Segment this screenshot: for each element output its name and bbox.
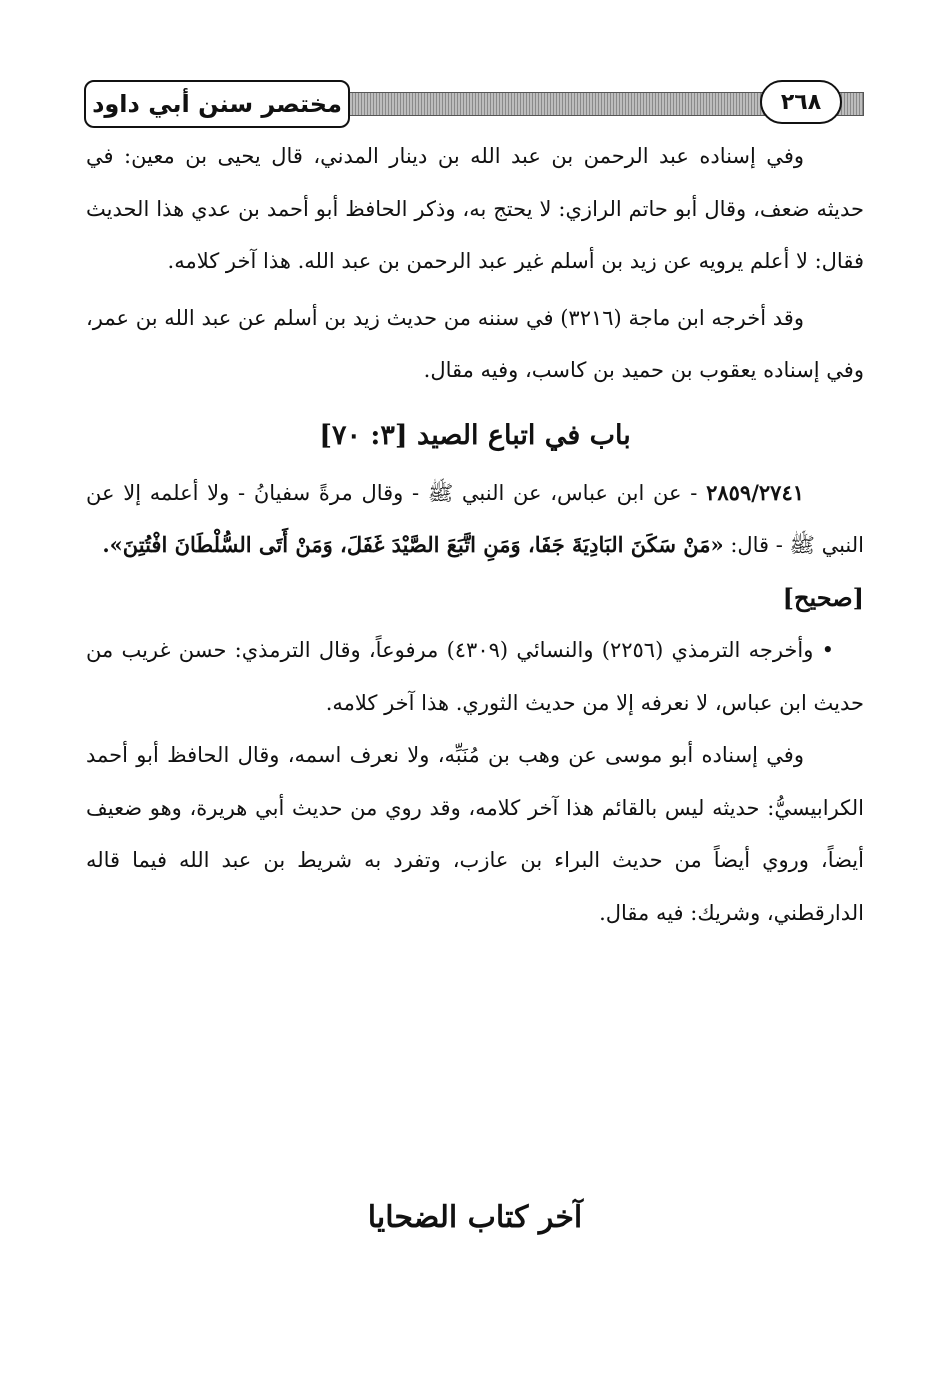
- end-of-book-title: آخر كتاب الضحايا: [367, 1200, 583, 1235]
- hadith-number: ٢٨٥٩/٢٧٤١: [706, 479, 804, 505]
- page-number: ٢٦٨: [760, 80, 842, 124]
- page-header: [84, 80, 862, 130]
- book-title: مختصر سنن أبي داود: [84, 80, 350, 128]
- chapter-title: باب في اتباع الصيد [٣: ٧٠]: [319, 419, 631, 451]
- commentary-tirmidhi: • وأخرجه الترمذي (٢٢٥٦) والنسائي (٤٣٠٩) مرفوعاً، وقال الترمذي: حسن غريب من حديث ابن عباس، لا نعرفه إلا من حديث الثوري. هذا آخر كلامه.: [86, 638, 864, 715]
- hadith-prophetic-text: «مَنْ سَكَنَ البَادِيَةَ جَفَا، وَمَنِ اتَّبَعَ الصَّيْدَ غَفَلَ، وَمَنْ أَتَى السُّلْطَانَ افْتُتِنَ».: [102, 532, 724, 557]
- page-body: [86, 130, 864, 939]
- hadith-block: [86, 467, 864, 572]
- paragraph-isnad-note: وفي إسناده عبد الرحمن بن عبد الله بن دينار المدني، قال يحيى بن معين: في حديثه ضعف، وقال أبو حاتم الرازي: لا يحتج به، وذكر الحافظ أبو أحمد بن عدي هذا الحديث فقال: لا أعلم يرويه عن زيد بن أسلم غير عبد الرحمن بن عبد الله. هذا آخر كلامه.: [86, 144, 864, 273]
- hadith-grade: [صحيح]: [782, 582, 864, 612]
- hadith-chain: - عن ابن عباس، عن النبي ﷺ - وقال مرةً سفيانُ - ولا أعلمه إلا عن النبي ﷺ - قال:: [86, 480, 864, 557]
- commentary-isnad: وفي إسناده أبو موسى عن وهب بن مُنَبِّه، ولا نعرف اسمه، وقال الحافظ أبو أحمد الكرابيسيُّ: حديثه ليس بالقائم هذا آخر كلامه، وقد روي من حديث أبي هريرة، وهو ضعيف أيضاً، وروي أيضاً من حديث البراء بن عازب، وتفرد به شريط بن عبد الله فيما قاله الدارقطني، وشريك: فيه مقال.: [86, 743, 864, 925]
- paragraph-ibn-majah: وقد أخرجه ابن ماجة (٣٢١٦) في سننه من حديث زيد بن أسلم عن عبد الله بن عمر، وفي إسناده يعقوب بن حميد بن كاسب، وفيه مقال.: [86, 305, 864, 382]
